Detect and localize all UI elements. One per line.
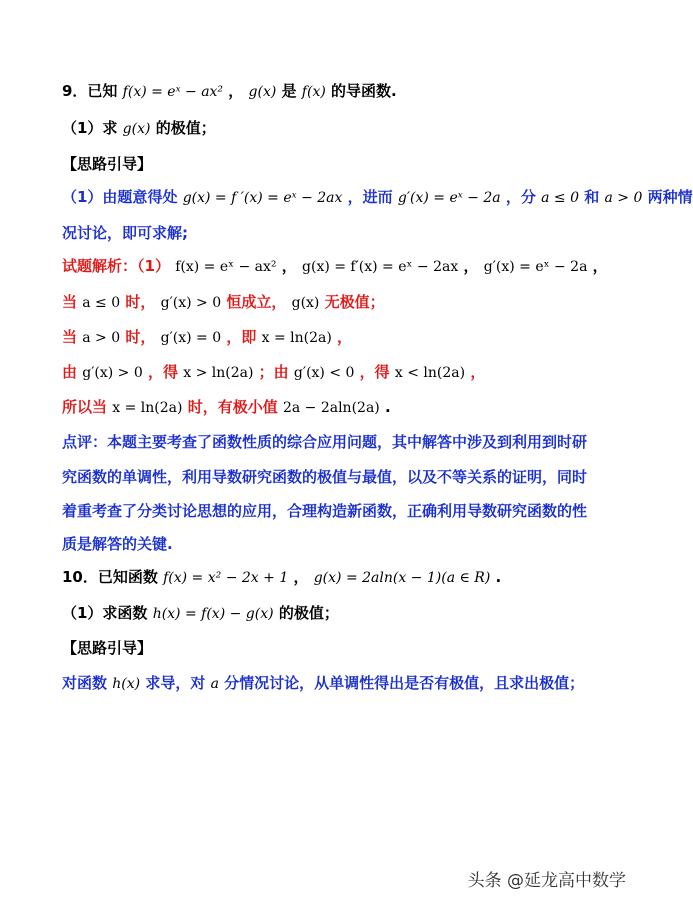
case-expr: x < ln(2a): [394, 365, 466, 381]
part-label: （1）求: [62, 119, 118, 137]
case-expr: g′(x) > 0: [160, 295, 222, 311]
case-text: 时，: [125, 293, 156, 311]
separator: ，: [293, 568, 309, 586]
case-text: ，得: [359, 363, 390, 381]
case-text: 当: [62, 293, 78, 311]
solution-label: 试题解析：（1）: [62, 257, 170, 275]
case-expr: g′(x) < 0: [293, 365, 355, 381]
case-2-line: [62, 326, 352, 349]
separator: ，: [592, 257, 608, 275]
separator: ，: [463, 257, 479, 275]
case-text: 由: [62, 363, 78, 381]
case-expr: g(x): [291, 295, 320, 311]
problem-10-statement: [62, 566, 501, 589]
case-expr: a > 0: [82, 330, 121, 346]
case-expr: g′(x) > 0: [82, 365, 143, 381]
conclusion-expr: 2a − 2aln(2a): [282, 400, 380, 416]
hint-expr: a > 0: [604, 190, 643, 206]
solution-9-line: [62, 255, 608, 278]
is-text: 是: [281, 82, 297, 100]
hint-text: 和: [584, 188, 600, 206]
hint-9-line-2: 况讨论，即可求解;: [62, 224, 188, 242]
h-definition: h(x) = f(x) − g(x): [152, 606, 274, 622]
case-expr: x = ln(2a): [261, 330, 332, 346]
part-tail: 的极值；: [278, 604, 339, 622]
f-definition: f(x) = x² − 2x + 1: [163, 570, 289, 586]
case-text: ，: [337, 328, 353, 346]
hint-9-line-1: [62, 186, 693, 209]
f-definition: f(x) = eˣ − ax²: [122, 84, 224, 100]
comment-9-line-2: 究函数的单调性，利用导数研究函数的极值与最值，以及不等关系的证明，同时: [62, 468, 588, 486]
problem-9-heading: 9．已知: [62, 82, 118, 100]
solution-expr: g′(x) = eˣ − 2a: [483, 259, 588, 275]
solution-expr: g(x) = f′(x) = eˣ − 2ax: [302, 259, 459, 275]
hint-expr: a ≤ 0: [541, 190, 579, 206]
case-expr: x > ln(2a): [183, 365, 254, 381]
hint-text: ，分: [505, 188, 536, 206]
problem-9-tail: 的导函数.: [331, 82, 397, 100]
case-text: ，即: [226, 328, 257, 346]
hint-text: 两种情: [647, 188, 693, 206]
separator: ，: [228, 82, 244, 100]
case-text: 当: [62, 328, 78, 346]
comment-9-line-1: 点评：本题主要考查了函数性质的综合应用问题，其中解答中涉及到利用到时研: [62, 433, 588, 451]
problem-10-heading: 10．已知函数: [62, 568, 158, 586]
conclusion-9-line: [62, 396, 391, 419]
case-1-line: [62, 291, 385, 314]
comment-9-line-3: 着重考查了分类讨论思想的应用，合理构造新函数，正确利用导数研究函数的性: [62, 502, 588, 520]
hint-text: 求导，对: [145, 674, 206, 692]
hint-header-10: 【思路引导】: [62, 639, 153, 657]
hint-text: 对函数: [62, 674, 108, 692]
hint-text: ，进而: [347, 188, 393, 206]
f-name: f(x): [301, 84, 326, 100]
hint-text: （1）由题意得处: [62, 188, 178, 206]
g-name: g(x): [122, 121, 151, 137]
case-expr: a ≤ 0: [82, 295, 121, 311]
hint-header-9: 【思路引导】: [62, 155, 153, 173]
conclusion-text: 时，有极小值: [187, 398, 278, 416]
comment-9-line-4: 质是解答的关键.: [62, 535, 173, 553]
case-3-line: [62, 361, 485, 384]
hint-expr: h(x): [112, 676, 141, 692]
case-text: ；由: [258, 363, 289, 381]
hint-expr: g′(x) = eˣ − 2a: [397, 190, 501, 206]
solution-expr: f(x) = eˣ − ax²: [175, 259, 277, 275]
hint-expr: g(x) = f ′(x) = eˣ − 2ax: [182, 190, 343, 206]
conclusion-text: .: [384, 398, 391, 416]
hint-text: 分情况讨论，从单调性得出是否有极值，且求出极值；: [224, 674, 585, 692]
problem-9-part-1: [62, 117, 216, 140]
problem-9-statement: [62, 80, 397, 103]
part-tail: 的极值；: [155, 119, 216, 137]
conclusion-expr: x = ln(2a): [112, 400, 183, 416]
case-text: ，得: [147, 363, 178, 381]
separator: ，: [281, 257, 297, 275]
g-definition: g(x) = 2aln(x − 1)(a ∈ R): [313, 570, 491, 586]
case-text: 时，: [125, 328, 156, 346]
hint-expr: a: [210, 676, 219, 692]
hint-10-line-1: [62, 672, 584, 695]
g-name: g(x): [248, 84, 277, 100]
case-text: 恒成立，: [226, 293, 287, 311]
problem-10-tail: .: [495, 568, 502, 586]
problem-10-part-1: [62, 602, 339, 625]
case-text: 无极值；: [324, 293, 385, 311]
watermark: 头条 @延龙高中数学: [467, 871, 626, 891]
case-text: ，: [470, 363, 486, 381]
conclusion-text: 所以当: [62, 398, 108, 416]
part-label: （1）求函数: [62, 604, 148, 622]
case-expr: g′(x) = 0: [160, 330, 222, 346]
